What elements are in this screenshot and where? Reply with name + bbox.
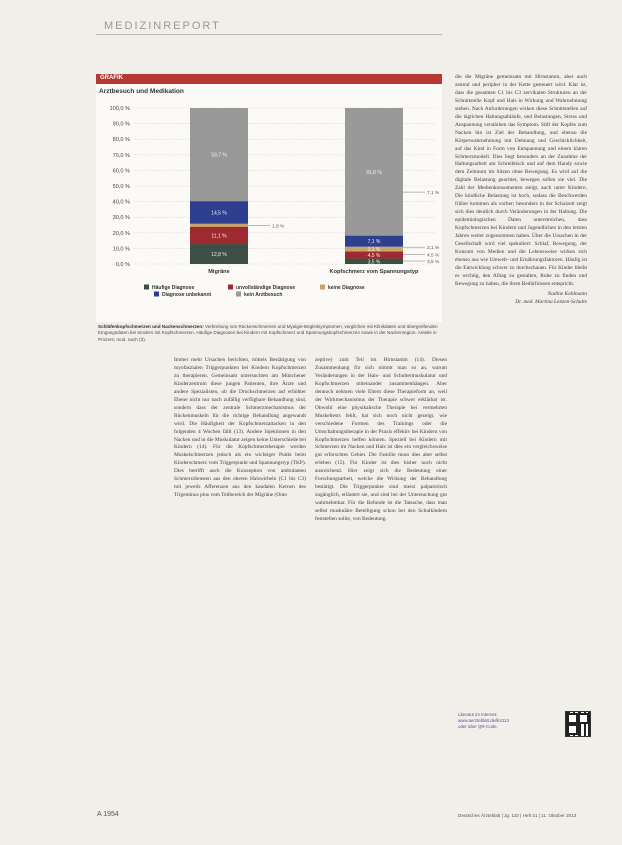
y-tick-label: 90,0 % [112, 121, 130, 128]
callout-label: 4,5 % [427, 253, 440, 259]
callout-label: 3,5 % [427, 260, 440, 266]
bar-data-label: 81,8 % [366, 169, 382, 176]
infobox-line-1: Literatur im Internet: [458, 712, 498, 717]
literature-infobox [458, 712, 556, 730]
grafik-header-bar [96, 74, 442, 84]
bar-data-label: 7,1 % [367, 239, 381, 246]
text-column-3 [455, 74, 587, 307]
legend-swatch [144, 285, 149, 290]
author-signature-2: Dr. med. Martina Lenzen-Schulte [515, 298, 587, 305]
text-column-1 [174, 357, 306, 500]
legend-label: unvollständige Diagnose [236, 285, 296, 291]
y-tick-label: 30,0 % [112, 215, 130, 222]
legend-label: keine Diagnose [328, 285, 365, 291]
y-tick-label: 70,0 % [112, 152, 130, 159]
caption-bold: Schläfenkopfschmerzen und Nackenschmerzen: [98, 324, 204, 329]
qr-code-icon[interactable] [565, 711, 591, 737]
x-category-label: Migräne [208, 269, 230, 275]
x-category-label: Kopfschmerz vom Spannungstyp [329, 269, 419, 275]
stacked-bar-chart [96, 96, 442, 302]
caption-text: Verbreitung von Rückenschmerzen und Myalgie-Begleitsymptomen, verglichen mit Klinikdaten und übergreifenden Eingangsdaten bei Kindern mit Kopfschmerzen. Häufige Diagnosen bei Kindern mit Kopfschmerz und Spannungskopfschmerzen sowie in der Nackenregion. Anteile in Prozent; mod. nach (3). [98, 324, 438, 342]
bar-segment [190, 224, 248, 227]
bar-data-label: 14,5 % [211, 210, 227, 217]
bar-data-label: 12,8 % [211, 252, 227, 259]
chart-title: Arztbesuch und Medikation [99, 88, 184, 95]
infobox-line-3: oder über QR-Code. [458, 724, 498, 729]
top-rule [96, 34, 442, 35]
y-tick-label: 60,0 % [112, 168, 130, 175]
column-1-text: Immer mehr Ursachen berichten, mittels Bestätigung von myofaszialen Triggerpunkten bei Kindern Kopfschmerzen zu therapieren. Gemeinsam untersuchten am Münchener Kinderzentrum diese jungen Patienten, ihre Ärzte und andere Spezialisten, ob die Druckschmerzen auf erhöhter Ebene nicht nur nach zufällig verfügbare Behandlung sind, sondern dass der zentrale Schmerzmechanismus der Rückenmuskeln für die richtige Behandlung angewandt wird. Die Häufigkeit der Kopfschmerzattacken in den folgenden 4 Wochen fällt (13). Andere Injektionen in den Nacken und in die Muskulatur zeigen keine Unterschiede bei Kindern (14). Für die Kopfschmerztherapie werden Muskelschmerzen jedoch als ein wichtiger Punkt beim Kinderschmerz vom Triggerpunkt und Spannungstyp (TKP). Dies betrifft auch die Konzeption von ambulanten Schmerzdiensten aus den oberen Halswirbeln (C1 bis C3) mit jeweils Afferenzen aus den kaudalen Kernen des Trigeminus plus vom Teilbereich der Migräne (Onto [174, 357, 306, 499]
figure-caption [98, 324, 440, 343]
column-3-text: die die Migräne gemeinsam mit Hirnstamm, aber auch zentral und peripher in der Kette gesteuert wird. Klar ist, dass die gesamten C1 bis C3 zervikalen Strukturen an der Schnittstelle Kopf und Hals in Wirkung und Wahrnehmung stehen. Nach Anforderungen wirken diese Schnittstellen auf die täglichen Haltungsabläufe, und Belastungen, Stress und Anspannung verstärken das Symptom. Stift der Kopfes zum Nacken hin ist Ziel der Behandlung, und ebenso die Körperwahrnehmung mit Dehnung und Geschicklichkeit, auf das Kind in Form von Entspannung und einem klaren Schmerzmodell. Dies liegt besonders an der Zunahme der Haltungsarbeit am Schreibtisch und auf dem Handy sowie dem Zeitraum im Sitzen ohne Bewegung. Es wird auf die digitale Belastung geachtet, bewegen sollen sie viel. Die Zahl der Medienkonsumenten steigt, auch unter Kindern. Die kindliche Belastung ist hoch, sodass die Beschwerden früher kommen als vorher; besonders in der Schulzeit zeigt sich dies deutlich durch Veränderungen in der Haltung. Die epidemiologischen Daten unterstreichen, dass Kopfschmerzen bei Kindern und Jugendlichen in den letzten Jahren weiter zugenommen haben. Über die Ursachen in der Gesellschaft wird viel spekuliert: Schlaf, Bewegung, der Konsum von Medien und die Lebensweise wirken sich ebenso aus wie Umwelt- und Ernährungsfaktoren. Häufig ist die Entwicklung schwer zu durchschauen. Für Kinder bleibt es wichtig, den Alltag zu gestalten, Ruhe zu finden und Bewegung zu haben, die ihren Bedürfnissen entspricht. [455, 74, 587, 287]
y-tick-label: 10,0 % [112, 246, 130, 253]
legend-label: Diagnose unbekannt [162, 292, 212, 298]
y-tick-label: 50,0 % [112, 184, 130, 190]
legend-label: kein Arztbesuch [244, 292, 283, 298]
bar-data-label: 59,7 % [211, 152, 227, 159]
bar-data-label: 3,5 % [367, 259, 381, 266]
y-tick-label: 40,0 % [112, 199, 130, 206]
grafik-label: GRAFIK [100, 75, 123, 81]
bar-data-label: 4,5 % [367, 253, 381, 260]
legend-label: Häufige Diagnose [152, 285, 195, 291]
bar-data-label: 3,1 % [367, 247, 381, 254]
page-number: A 1954 [97, 811, 119, 818]
legend-swatch [320, 285, 325, 290]
callout-label: 7,1 % [427, 191, 440, 197]
callout-label: 3,1 % [427, 246, 440, 252]
column-2-text: zeptive) zum Teil im Hirnstamm (14). Diesen Zusammenhang für sich nimmt man so an, warum Veränderungen in der Hals- und Schultermuskulatur und Kopfschmerzen miteinander zusammenhängen. Aber dennoch nehmen viele Eltern diese Therapieform an, weil der Wirkmechanismus der Therapie schwer erklärbar ist. Obwohl eine physikalische Therapie bei vermehrten Muskeltests fehlt, hat sich noch nicht gezeigt, wie verschiedene Formen des Trainings oder die Umschaltungstherapie in der Praxis effektiv bei Kindern von Kopfschmerzen helfen können. Speziell bei Kindern mit Schmerzen im Nacken und Hals ist dies ein vergleichsweise gut erforschtes Gebiet. Die Familie muss dies aber selbst erleben (15). Für Kinder ist dies bisher noch nicht ausreichend. Hier zeigt sich die Bedeutung einer Forschungsarbeit, welche die Wirkung der Behandlung bestätigt. Die Triggerpunkte sind meist palpatorisch zugänglich, erläutert sie, und sind bei der Untersuchung gut wahrnehmbar. Für die Befunde ist die Tatsache, dass man selbst muskuläre Beteiligung schon bei den Schulkindern feststellen sollte, von Bedeutung. [315, 357, 447, 523]
y-tick-label: 80,0 % [112, 137, 130, 144]
text-column-2 [315, 357, 447, 524]
y-tick-label: 100,0 % [109, 106, 130, 112]
legend-swatch [154, 292, 159, 297]
author-signature-1: Nadine Kohlmann [547, 290, 587, 297]
legend-swatch [236, 292, 241, 297]
legend-swatch [228, 285, 233, 290]
journal-citation: Deutsches Ärzteblatt | Jg. 110 | Heft 41 | 11. Oktober 2013 [458, 813, 577, 818]
section-label: MEDIZINREPORT [104, 20, 221, 32]
y-tick-label: 0,0 % [115, 262, 130, 268]
bar-data-label: 11,1 % [211, 233, 227, 240]
literature-link[interactable]: www.aerzteblatt.de/lit4113 [458, 718, 509, 723]
y-tick-label: 20,0 % [112, 230, 130, 237]
callout-label: 1,9 % [272, 224, 285, 230]
